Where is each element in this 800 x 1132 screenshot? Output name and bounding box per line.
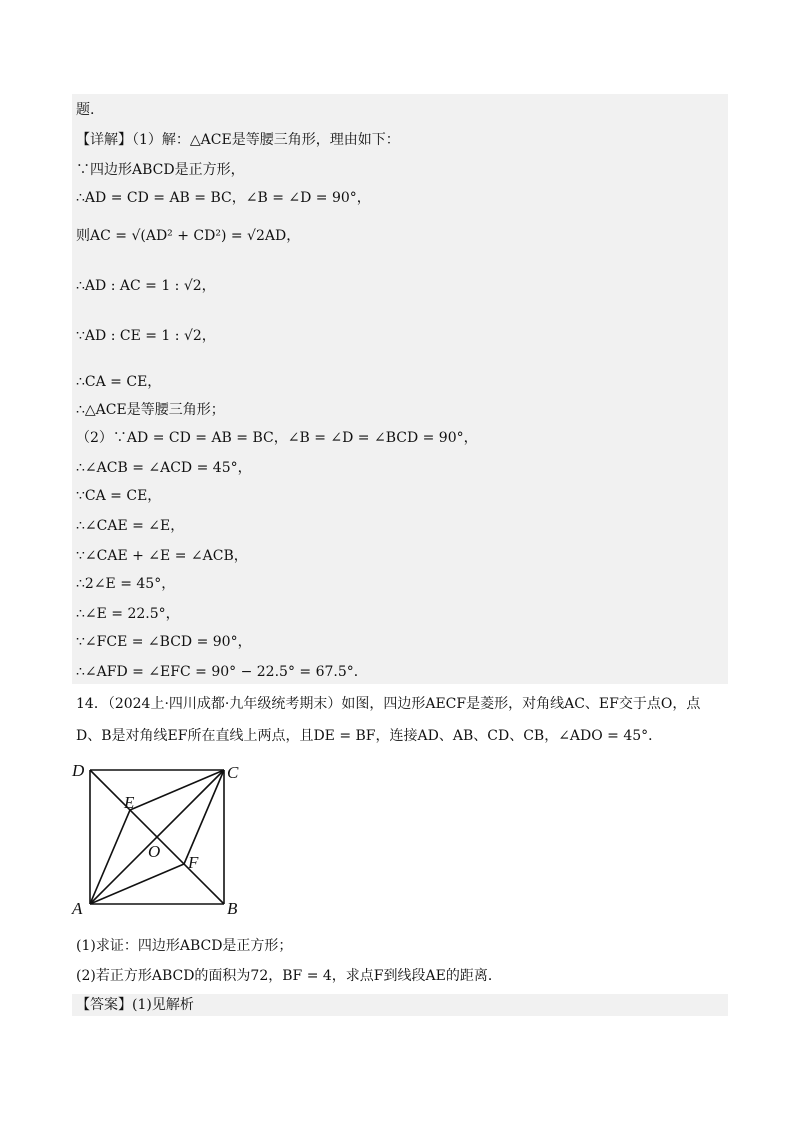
solution-line: ∴∠ACB = ∠ACD = 45°， — [76, 460, 252, 476]
solution-line: 则AC = √(AD² + CD²) = √2AD， — [76, 228, 301, 244]
question-2: (2)若正方形ABCD的面积为72，BF = 4，求点F到线段AE的距离． — [76, 968, 502, 984]
solution-line: ∴∠CAE = ∠E， — [76, 518, 185, 534]
question-1: (1)求证：四边形ABCD是正方形； — [76, 938, 293, 954]
solution-line: ∴△ACE是等腰三角形； — [76, 402, 225, 418]
label-c: C — [227, 763, 239, 782]
solution-line: ∴∠E = 22.5°， — [76, 606, 180, 622]
solution-line: ∵四边形ABCD是正方形， — [76, 162, 245, 178]
label-d: D — [72, 761, 85, 780]
solution-line: （2）∵AD = CD = AB = BC，∠B = ∠D = ∠BCD = 90°， — [76, 430, 478, 446]
solution-block — [72, 94, 728, 684]
solution-line: 【详解】（1）解：△ACE是等腰三角形，理由如下： — [76, 132, 400, 148]
solution-line: ∴2∠E = 45°， — [76, 576, 176, 592]
answer-text: 【答案】(1)见解析 — [76, 997, 194, 1013]
solution-line: ∵∠FCE = ∠BCD = 90°， — [76, 634, 252, 650]
solution-line: ∴CA = CE， — [76, 374, 162, 390]
label-o: O — [148, 842, 161, 861]
problem-statement-line1: 14．（2024上·四川成都·九年级统考期末）如图，四边形AECF是菱形，对角线AC、EF交于点O，点 — [76, 696, 701, 712]
solution-line: ∵AD : CE = 1 : √2， — [76, 328, 216, 344]
solution-line: ∴∠AFD = ∠EFC = 90° − 22.5° = 67.5°． — [76, 664, 368, 680]
solution-line: ∵CA = CE， — [76, 488, 162, 504]
solution-line: ∵∠CAE + ∠E = ∠ACB， — [76, 548, 248, 564]
solution-line: ∴AD = CD = AB = BC，∠B = ∠D = 90°， — [76, 190, 371, 206]
geometry-figure — [70, 756, 270, 916]
label-a: A — [72, 899, 83, 916]
solution-line: 题. — [76, 102, 95, 118]
label-e: E — [124, 793, 135, 812]
solution-line: ∴AD : AC = 1 : √2， — [76, 278, 216, 294]
problem-statement-line2: D、B是对角线EF所在直线上两点，且DE = BF，连接AD、AB、CD、CB，∠ADO = 45°． — [76, 728, 663, 744]
label-b: B — [227, 899, 238, 916]
label-f: F — [188, 853, 199, 872]
